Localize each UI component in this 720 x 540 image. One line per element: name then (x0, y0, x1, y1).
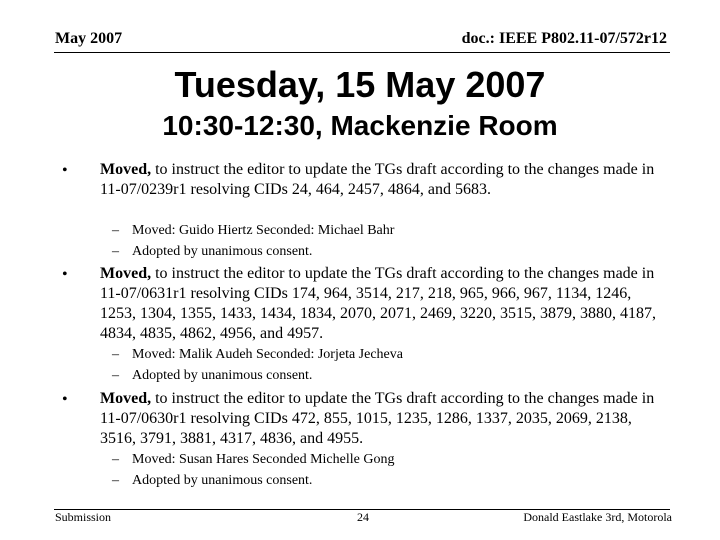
slide-title: Tuesday, 15 May 2007 (174, 64, 546, 105)
dash-marker: – (112, 368, 119, 383)
sub-item (112, 366, 312, 386)
dash-marker: – (112, 223, 119, 238)
dash-marker: – (112, 473, 119, 488)
header-date: May 2007 (55, 30, 123, 47)
dash-marker: – (112, 244, 119, 259)
bullet-text (100, 264, 670, 344)
sub-item-text: Adopted by unanimous consent. (132, 368, 313, 383)
bullet-lead: Moved, (100, 265, 152, 282)
slide-subtitle: 10:30-12:30, Mackenzie Room (162, 110, 558, 141)
sub-item-text: Moved: Malik Audeh Seconded: Jorjeta Jecheva (132, 347, 403, 362)
bullet-marker: • (62, 391, 68, 408)
footer-page-number: 24 (357, 510, 369, 524)
bullet-text (100, 389, 670, 449)
sub-item (112, 242, 312, 262)
sub-item (112, 450, 394, 470)
sub-item-text: Adopted by unanimous consent. (132, 473, 313, 488)
header-divider (54, 52, 670, 53)
dash-marker: – (112, 452, 119, 467)
bullet-text (100, 160, 670, 200)
bullet-body: to instruct the editor to update the TGs draft according to the changes made in 11-07/0630r1 resolving CIDs 472, 855, 1015, 1235, 1286, 1337, 2035, 2069, 2138, 3516, 3791, 3881, 4317, 4836, and 4955. (100, 390, 655, 447)
bullet-marker: • (62, 162, 68, 179)
header-doc-number: doc.: IEEE P802.11-07/572r12 (461, 30, 667, 47)
sub-item (112, 471, 312, 491)
sub-item-text: Adopted by unanimous consent. (132, 244, 313, 259)
bullet-lead: Moved, (100, 161, 152, 178)
sub-item (112, 221, 394, 241)
bullet-marker: • (62, 266, 68, 283)
bullet-body: to instruct the editor to update the TGs draft according to the changes made in 11-07/0239r1 resolving CIDs 24, 464, 2457, 4864, and 5683. (100, 161, 655, 198)
sub-item (112, 345, 403, 365)
footer-author: Donald Eastlake 3rd, Motorola (523, 510, 672, 524)
dash-marker: – (112, 347, 119, 362)
sub-item-text: Moved: Guido Hiertz Seconded: Michael Bahr (132, 223, 395, 238)
bullet-body: to instruct the editor to update the TGs draft according to the changes made in 11-07/0631r1 resolving CIDs 174, 964, 3514, 217, 218, 965, 966, 967, 1134, 1246, 1253, 1304, 1355, 1433, 1434, 1834, 2070, 2071, 2469, 3220, 3515, 3879, 3880, 4187, 4834, 4835, 4862, 4956, and 4957. (100, 265, 656, 342)
sub-item-text: Moved: Susan Hares Seconded Michelle Gong (132, 452, 395, 467)
bullet-lead: Moved, (100, 390, 152, 407)
footer-submission: Submission (55, 510, 112, 524)
